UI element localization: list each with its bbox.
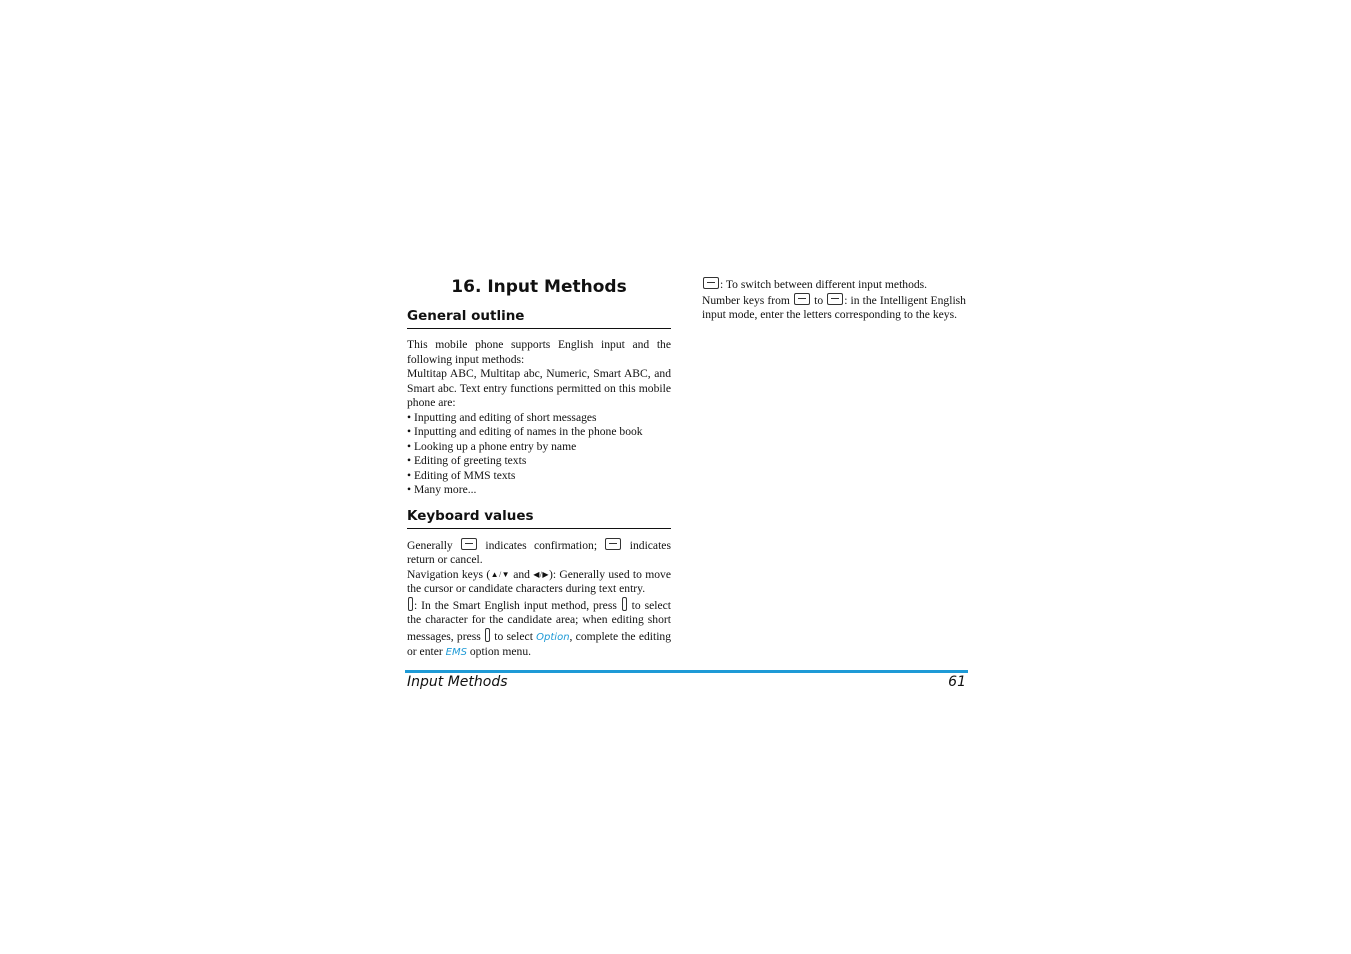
list-item: • Inputting and editing of short messages: [407, 411, 671, 426]
option-label: Option: [536, 631, 570, 643]
right-paragraph-2: Number keys from to : in the Intelligent English input mode, enter the letters corresponding to the keys.: [702, 293, 966, 321]
ok-key-icon: [622, 597, 627, 611]
right-column: [702, 277, 966, 323]
keyboard-values-heading: Keyboard values: [407, 508, 671, 529]
ok-key-icon: [408, 597, 413, 611]
list-item: • Looking up a phone entry by name: [407, 440, 671, 455]
key-9-icon: [827, 293, 843, 305]
up-down-arrow-icon: ▲/▼: [490, 569, 510, 579]
key-2-icon: [794, 293, 810, 305]
footer-title: Input Methods: [407, 674, 508, 690]
left-right-arrow-icon: ◀/▶: [533, 569, 549, 579]
general-intro: This mobile phone supports English input and the following input methods:: [407, 338, 671, 366]
right-paragraph-1: : To switch between different input methods.: [702, 277, 966, 293]
ok-key-icon: [485, 628, 490, 642]
keyboard-paragraph-1: Generally indicates confirmation; indicates return or cancel.: [407, 538, 671, 566]
feature-list: [407, 411, 671, 498]
hash-key-icon: [703, 277, 719, 289]
chapter-title: 16. Input Methods: [451, 277, 627, 297]
ems-label: EMS: [445, 647, 467, 658]
general-outline-heading: General outline: [407, 308, 671, 329]
keyboard-paragraph-3: : In the Smart English input method, press to select the character for the candidate area; when editing short messages, press to select Option, complete the editing or enter EMS option menu.: [407, 598, 672, 658]
keyboard-paragraph-2: Navigation keys (▲/▼ and ◀/▶): Generally used to move the cursor or candidate characters during text entry.: [407, 567, 671, 595]
general-methods: Multitap ABC, Multitap abc, Numeric, Smart ABC, and Smart abc. Text entry functions permitted on this mobile phone are:: [407, 367, 671, 409]
list-item: • Inputting and editing of names in the phone book: [407, 425, 671, 440]
left-softkey-icon: [461, 538, 477, 550]
list-item: • Editing of MMS texts: [407, 469, 671, 484]
right-softkey-icon: [605, 538, 621, 550]
left-column: [407, 276, 671, 661]
list-item: • Editing of greeting texts: [407, 454, 671, 469]
page-number: 61: [948, 674, 966, 690]
list-item: • Many more...: [407, 483, 671, 498]
